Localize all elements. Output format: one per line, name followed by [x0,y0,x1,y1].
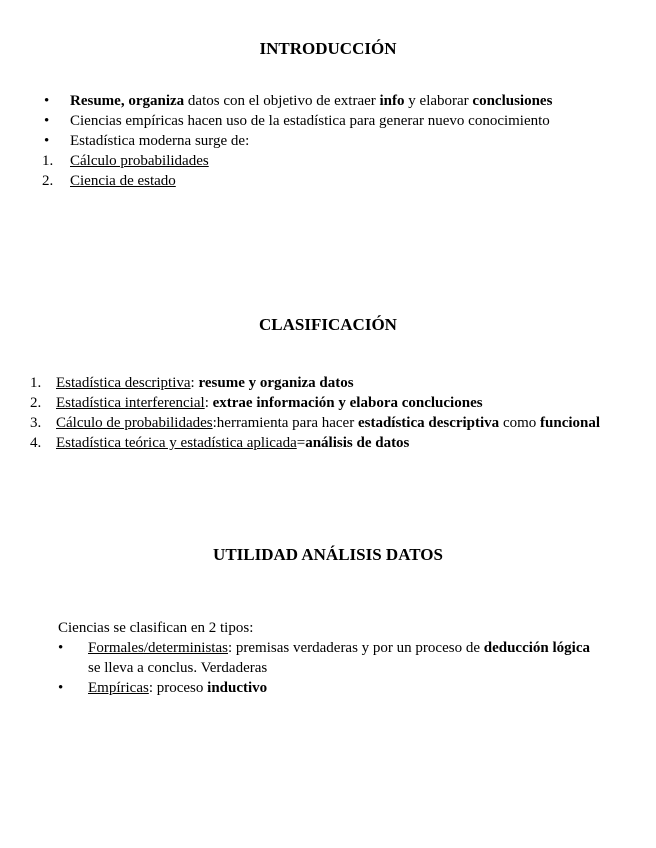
bold-text: inductivo [207,680,268,696]
heading-introduccion: INTRODUCCIÓN [259,39,397,58]
list-item-text [56,433,620,453]
bold-text: funcional [540,415,601,431]
list-item [44,151,604,171]
list-item [30,393,620,413]
underlined-text: Formales/deterministas [88,640,228,656]
number-marker: 1. [30,375,42,391]
intro-paragraph: Ciencias se clasifican en 2 tipos: [58,620,254,636]
plain-text: : [190,375,199,391]
underlined-text: Cálculo probabilidades [70,153,209,169]
bold-text: Resume, organiza [70,93,185,109]
list-item [58,678,598,698]
bold-text: resume y organiza datos [198,375,354,391]
bold-text: estadística descriptiva [357,415,500,431]
heading-clasificacion: CLASIFICACIÓN [259,315,397,334]
plain-text: datos con el objetivo de extraer [184,93,380,109]
underlined-text: Estadística teórica y estadística aplicada [56,435,297,451]
number-marker: 2. [30,395,42,411]
plain-text: = [296,435,306,451]
bold-text: info [379,93,405,109]
plain-text: :herramienta para hacer [212,415,358,431]
utilidad-section [58,618,598,698]
list-item-text [70,91,604,111]
number-marker: 1. [42,153,54,169]
list-item [44,111,604,131]
plain-text: : premisas verdaderas y por un proceso de [227,640,484,656]
plain-text: : proceso [148,680,208,696]
list-item-text [70,151,604,171]
list-item-text: Ciencias empíricas hacen uso de la estadística para generar nuevo conocimiento [70,113,550,129]
underlined-text: Estadística descriptiva [56,375,191,391]
list-item [30,433,620,453]
bold-text: deducción lógica [483,640,590,656]
bold-text: conclusiones [472,93,553,109]
bullet-marker: • [58,640,64,656]
list-item [30,373,620,393]
number-marker: 4. [30,435,42,451]
list-item-text: Estadística moderna surge de: [70,133,250,149]
heading-utilidad: UTILIDAD ANÁLISIS DATOS [213,545,443,564]
list-item [44,91,604,111]
plain-text: como [499,415,541,431]
bullet-marker: • [58,680,64,696]
plain-text: : [204,395,213,411]
list-item [30,413,620,433]
clasificacion-list [30,373,620,453]
underlined-text: Estadística interferencial [56,395,205,411]
list-item-text [56,393,620,413]
bullet-marker: • [44,93,50,109]
list-item [44,171,604,191]
plain-text: y elaborar [404,93,473,109]
number-marker: 3. [30,415,42,431]
list-item [44,131,604,151]
bold-text: análisis de datos [305,435,410,451]
list-item-text [88,638,598,678]
underlined-text: Cálculo de probabilidades [56,415,213,431]
underlined-text: Ciencia de estado [70,173,176,189]
number-marker: 2. [42,173,54,189]
intro-list [44,91,604,191]
plain-text: se lleva a conclus. Verdaderas [88,660,268,676]
list-item [58,638,598,678]
underlined-text: Empíricas [88,680,149,696]
list-item-text [56,413,620,433]
bold-text: extrae información y elabora concluciones [212,395,483,411]
list-item-text [56,373,620,393]
list-item-text [88,678,598,698]
bullet-marker: • [44,133,50,149]
list-item-text [70,171,604,191]
bullet-marker: • [44,113,50,129]
